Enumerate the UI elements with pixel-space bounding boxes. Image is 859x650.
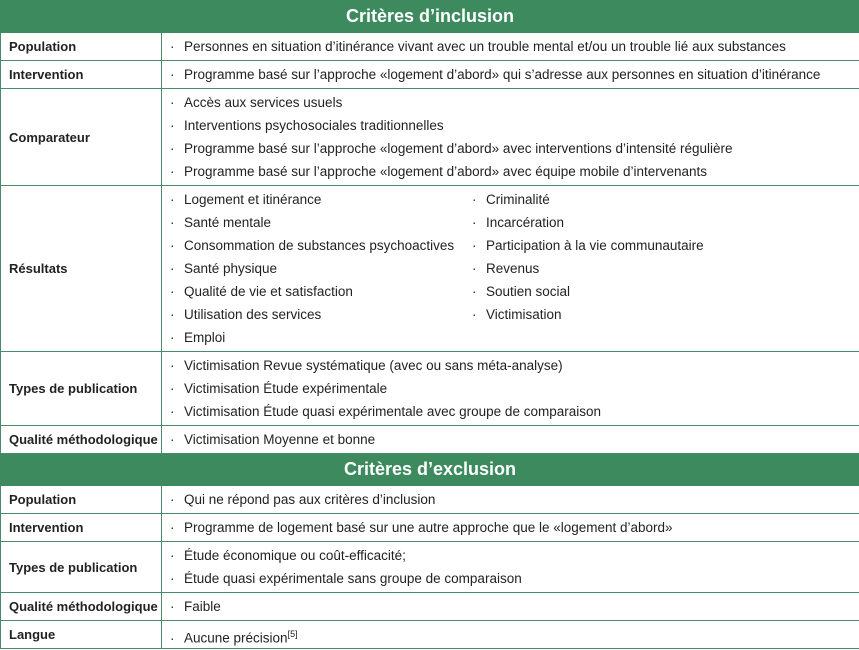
list-item: · Incarcération [472, 211, 774, 234]
list-item: · Utilisation des services [170, 303, 472, 326]
row-value [162, 33, 859, 61]
exclusion-heading: Critères d’exclusion [1, 454, 859, 486]
row-value [162, 621, 859, 649]
list-item: · Logement et itinérance [170, 188, 472, 211]
table-row [1, 33, 859, 61]
list-item: · Victimisation Moyenne et bonne [170, 428, 859, 451]
list-item: · Programme de logement basé sur une autre approche que le «logement d’abord» [170, 516, 859, 539]
list-item: · Santé mentale [170, 211, 472, 234]
list-item: · Interventions psychosociales traditionnelles [170, 114, 859, 137]
inclusion-heading: Critères d’inclusion [1, 1, 859, 33]
list-item: · Accès aux services usuels [170, 91, 859, 114]
list-item: · Victimisation [472, 303, 774, 326]
table-row [1, 61, 859, 89]
row-value [162, 61, 859, 89]
list-item: · Criminalité [472, 188, 774, 211]
table-row [1, 89, 859, 186]
row-label: Types de publication [1, 542, 162, 593]
list-item: · Programme basé sur l’approche «logement d’abord» avec interventions d’intensité régulière [170, 137, 859, 160]
row-value [162, 186, 859, 352]
row-value [162, 593, 859, 621]
row-value [162, 542, 859, 593]
row-label: Population [1, 486, 162, 514]
row-label: Comparateur [1, 89, 162, 186]
list-item: · Consommation de substances psychoactives [170, 234, 472, 257]
list-item: · Étude quasi expérimentale sans groupe de comparaison [170, 567, 859, 590]
row-label: Résultats [1, 186, 162, 352]
table-row [1, 486, 859, 514]
list-item: · Personnes en situation d’itinérance vivant avec un trouble mental et/ou un trouble lié aux substances [170, 35, 859, 58]
results-right-list [472, 188, 774, 349]
list-item: · Victimisation Étude quasi expérimentale avec groupe de comparaison [170, 400, 859, 423]
list-item: · Revenus [472, 257, 774, 280]
table-row [1, 352, 859, 426]
results-left-list [170, 188, 472, 349]
row-label: Qualité méthodologique [1, 593, 162, 621]
list-item: · Santé physique [170, 257, 472, 280]
row-value [162, 89, 859, 186]
list-item: · Qualité de vie et satisfaction [170, 280, 472, 303]
list-item: · Qui ne répond pas aux critères d’inclusion [170, 488, 859, 511]
table-row [1, 542, 859, 593]
row-value [162, 486, 859, 514]
row-label: Intervention [1, 61, 162, 89]
list-item: · Participation à la vie communautaire [472, 234, 774, 257]
row-label: Qualité méthodologique [1, 426, 162, 454]
list-item: · Emploi [170, 326, 472, 349]
list-item: · Faible [170, 595, 859, 618]
row-label: Types de publication [1, 352, 162, 426]
list-item: · Victimisation Revue systématique (avec ou sans méta-analyse) [170, 354, 859, 377]
list-item: · Programme basé sur l’approche «logement d’abord» avec équipe mobile d’intervenants [170, 160, 859, 183]
table-row [1, 426, 859, 454]
table-row [1, 593, 859, 621]
table-row [1, 621, 859, 649]
row-value [162, 426, 859, 454]
row-label: Intervention [1, 514, 162, 542]
list-item: · Soutien social [472, 280, 774, 303]
row-value [162, 514, 859, 542]
list-item: · Programme basé sur l’approche «logement d’abord» qui s’adresse aux personnes en situation d’itinérance [170, 63, 859, 86]
row-value [162, 352, 859, 426]
list-item: · Victimisation Étude expérimentale [170, 377, 859, 400]
table-row [1, 186, 859, 352]
row-label: Langue [1, 621, 162, 649]
row-label: Population [1, 33, 162, 61]
table-row [1, 514, 859, 542]
list-item: · Étude économique ou coût-efficacité; [170, 544, 859, 567]
list-item: · Aucune précision[5] [170, 623, 859, 646]
reference-note[interactable]: [5] [288, 629, 298, 639]
